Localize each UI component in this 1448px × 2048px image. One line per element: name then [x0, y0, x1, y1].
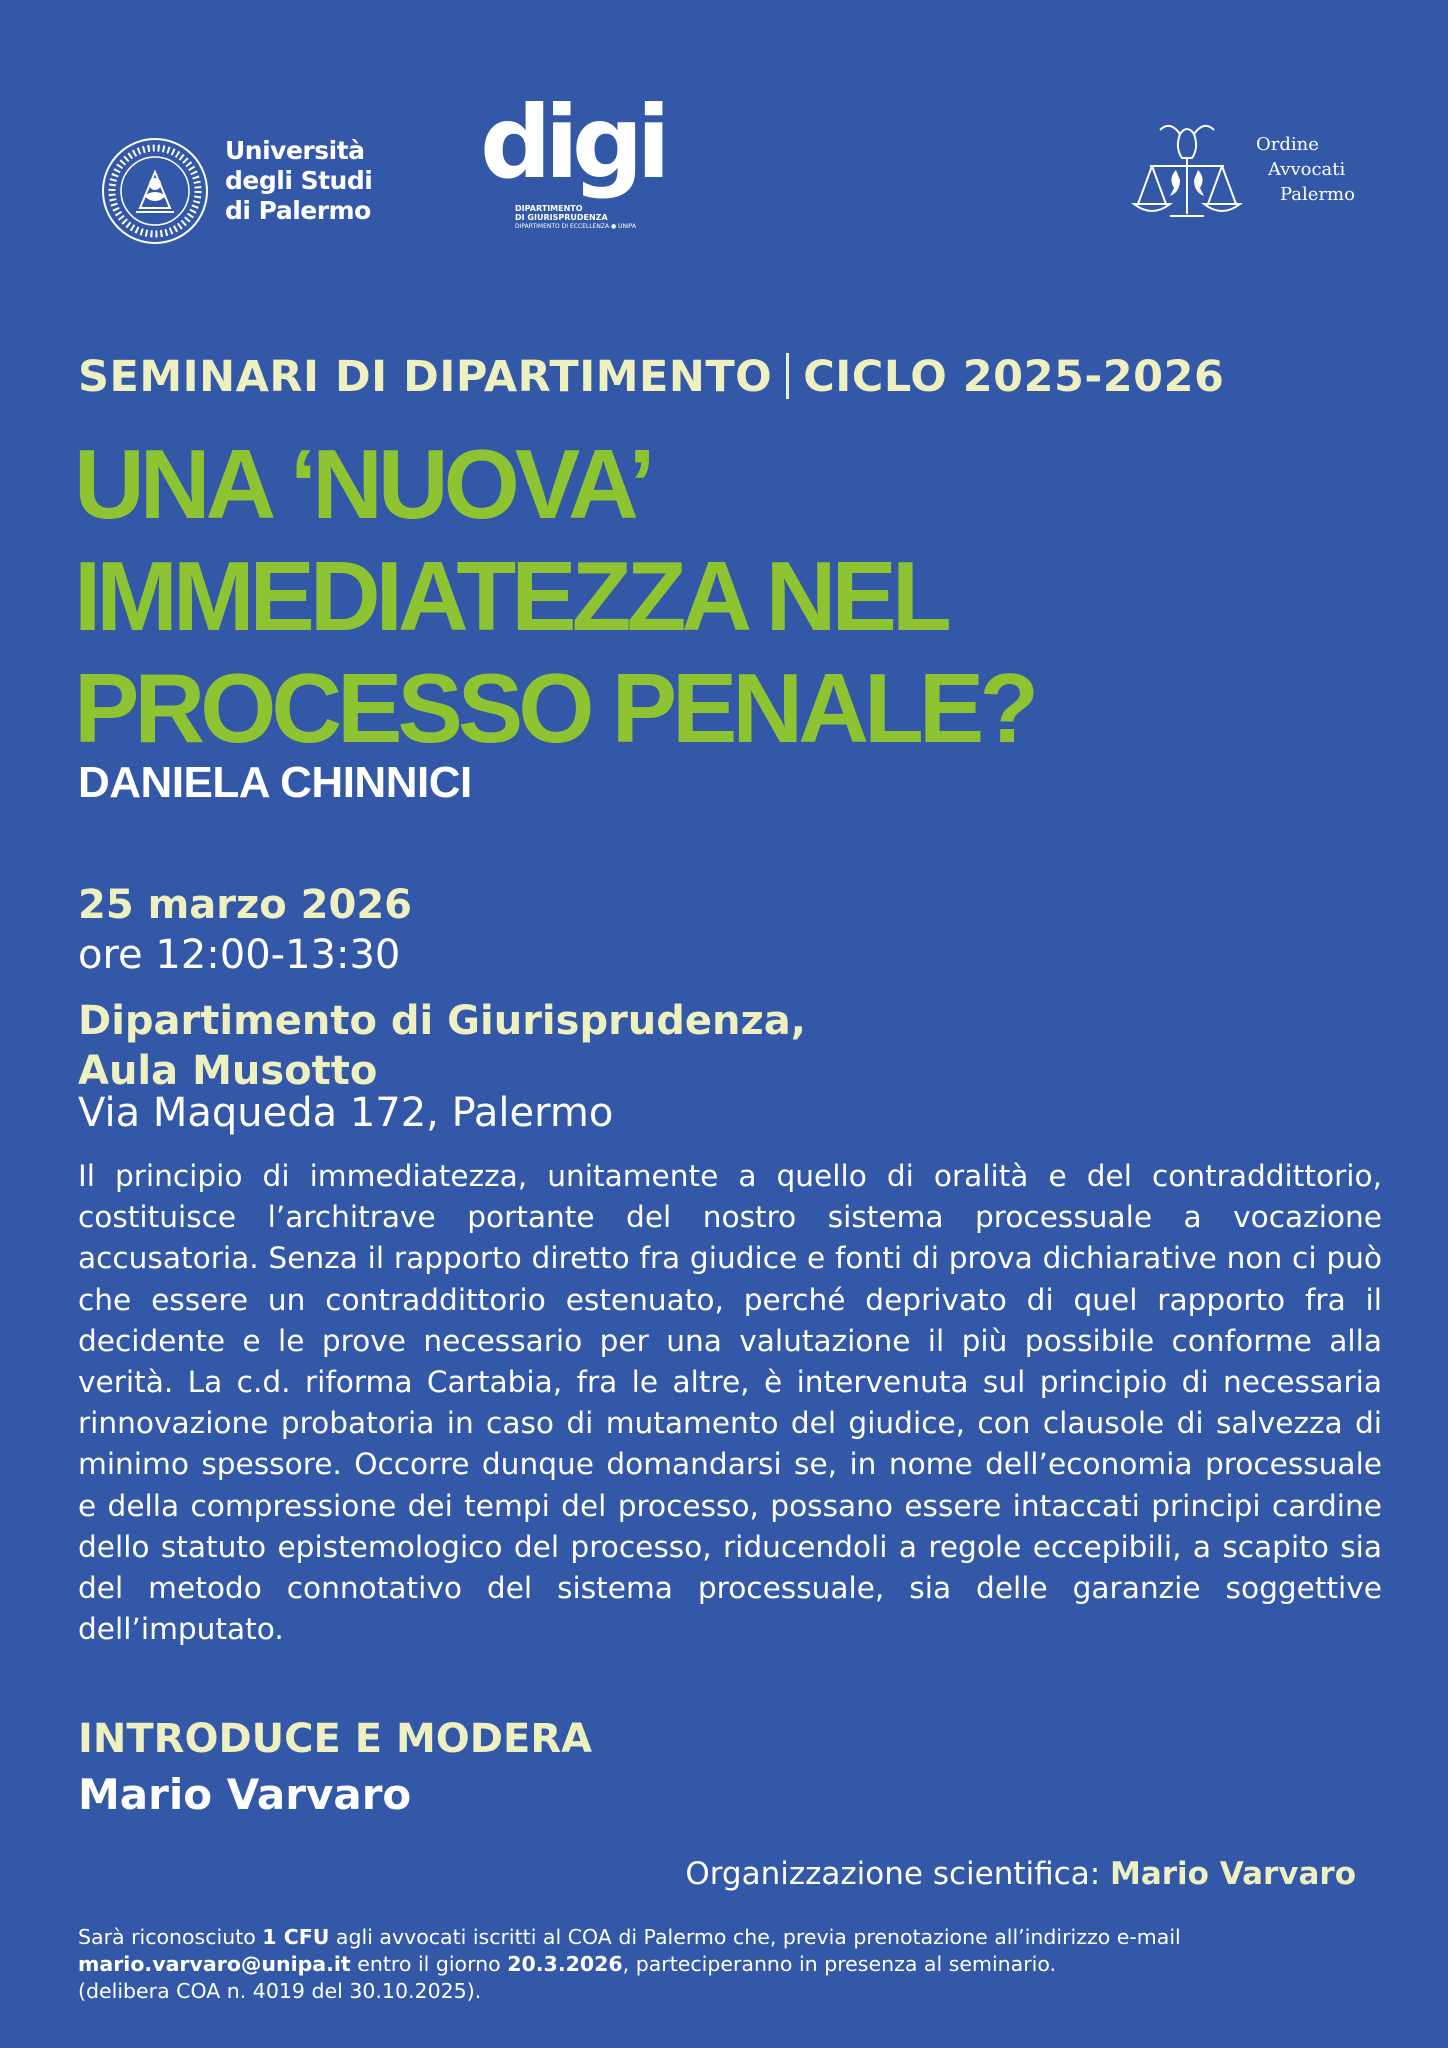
contact-email[interactable]: mario.varvaro@unipa.it — [78, 1952, 351, 1976]
title-line1: UNA ‘NUOVA’ — [74, 429, 651, 539]
abstract-paragraph: Il principio di immediatezza, unitamente a quello di oralità e del contraddittorio, costituisce l’architrave portante del nostro sistema processuale a vocazione accusatoria. Senza il rapporto diretto fra giudice e fonti di prova dichiarative non ci può che essere un contraddittorio estenuato, perché deprivato di quel rapporto fra il decidente e le prove necessario per una valutazione il più possibile conforme alla verità. La c.d. riforma Cartabia, fra le altre, è intervenuta sul principio di necessaria rinnovazione probatoria in caso di mutamento del giudice, con clausole di salvezza di minimo spessore. Occorre dunque domandarsi se, in nome dell’economia processuale e della compressione dei tempi del processo, possano essere intaccati principi cardine dello statuto epistemologico del processo, riducendoli a regole eccepibili, a scapito sia del metodo connotativo del sistema processuale, sia delle garanzie soggettive dell’imputato. — [78, 1159, 1382, 1647]
scales-of-justice-icon — [1130, 118, 1245, 228]
series-name: SEMINARI DI DIPARTIMENTO — [78, 352, 773, 402]
digi-subtitle — [515, 204, 608, 222]
footer-text-2: agli avvocati iscritti al COA di Palermo che, previa prenotazione all’indirizzo e-mail — [329, 1925, 1181, 1949]
moderation-label: INTRODUCE E MODERA — [78, 1716, 593, 1762]
ordine-line2: Avvocati — [1268, 159, 1346, 180]
title-line3: PROCESSO PENALE? — [74, 653, 1035, 763]
series-separator — [786, 353, 789, 399]
cfu-credit: 1 CFU — [262, 1925, 330, 1949]
moderator-name: Mario Varvaro — [78, 1770, 412, 1819]
digi-wordmark: digi — [480, 84, 664, 201]
footer-text-4: , parteciperanno in presenza al seminario. — [622, 1952, 1057, 1976]
digi-subtitle-line2: DI GIURISPRUDENZA — [515, 213, 608, 222]
unipa-name-line3: di Palermo — [225, 196, 371, 225]
seminar-title — [74, 428, 1374, 764]
unipa-name-line2: degli Studi — [225, 166, 373, 195]
ordine-avvocati-logo — [1130, 118, 1370, 228]
cfu-note — [78, 1924, 1398, 2005]
unipa-name-line1: Università — [225, 136, 365, 165]
event-venue — [78, 996, 806, 1096]
venue-line1: Dipartimento di Giurisprudenza, — [78, 998, 806, 1044]
footer-text-3: entro il giorno — [350, 1952, 508, 1976]
speaker-name: DANIELA CHINNICI — [78, 758, 472, 807]
event-time: ore 12:00-13:30 — [78, 932, 401, 978]
ordine-line1: Ordine — [1256, 134, 1319, 155]
digi-logo — [480, 84, 700, 240]
scientific-organization — [685, 1856, 1356, 1892]
footer-text-1: Sarà riconosciuto — [78, 1925, 263, 1949]
series-heading — [78, 352, 1378, 402]
ordine-line3: Palermo — [1280, 184, 1355, 205]
title-line2: IMMEDIATEZZA NEL — [74, 541, 947, 651]
unipa-logo — [100, 136, 380, 246]
series-cycle: CICLO 2025-2026 — [803, 352, 1225, 402]
digi-subtitle-line1: DIPARTIMENTO — [515, 204, 583, 213]
organization-name: Mario Varvaro — [1110, 1856, 1356, 1892]
registration-deadline: 20.3.2026 — [507, 1952, 623, 1976]
event-address: Via Maqueda 172, Palermo — [78, 1090, 614, 1136]
organization-label: Organizzazione scientifica: — [685, 1856, 1101, 1892]
event-date: 25 marzo 2026 — [78, 882, 413, 928]
venue-line2: Aula Musotto — [78, 1048, 378, 1094]
delibera-note: (delibera COA n. 4019 del 30.10.2025). — [78, 1979, 482, 2003]
unipa-seal-icon — [100, 136, 210, 246]
digi-tagline: DIPARTIMENTO DI ECCELLENZA ● UNIPA — [515, 223, 637, 230]
